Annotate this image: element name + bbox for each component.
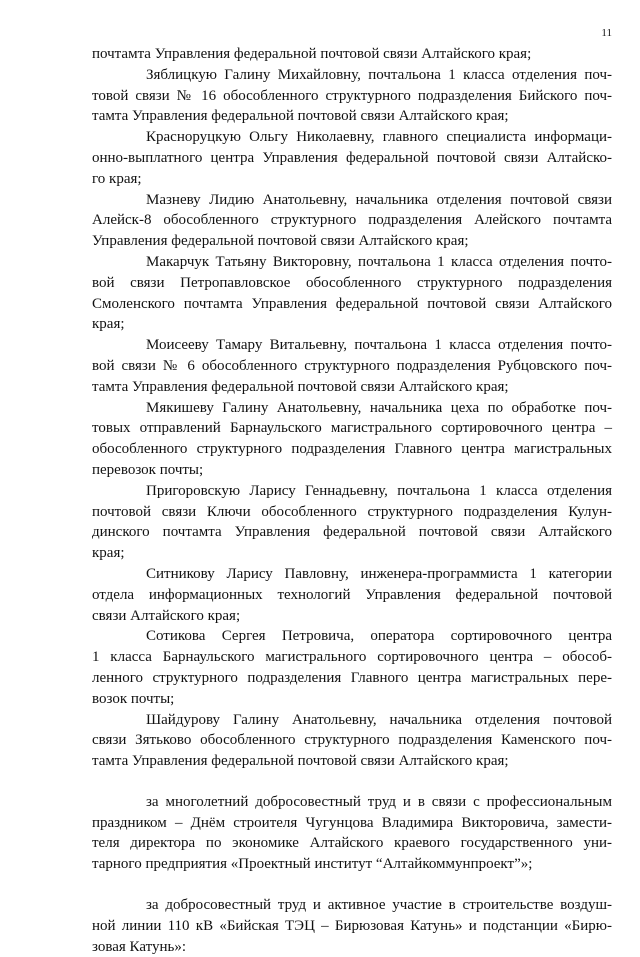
text-line: за многолетний добросовестный труд и в связи с профессиональным [146,793,612,810]
text-line: Управления федеральной почтовой связи Алтайского края; [92,233,469,250]
paragraph-krasnorutskaya [92,127,612,189]
document-body [92,44,612,957]
text-line: Алейск-8 обособленного структурного подразделения Алейского почтамта [92,212,612,229]
text-line: Шайдурову Галину Анатольевну, начальника отделения почтовой [146,711,612,728]
paragraph-makarchuk [92,252,612,335]
text-line: ной линии 110 кВ «Бийская ТЭЦ – Бирюзовая Катунь» и подстанции «Бирю- [92,917,612,934]
text-line: праздником – Днём строителя Чугунцова Владимира Викторовича, замести- [92,814,612,831]
text-line: тамта Управления федеральной почтовой связи Алтайского края; [92,108,509,125]
text-line: возок почты; [92,690,175,707]
text-line: тамта Управления федеральной почтовой связи Алтайского края; [92,378,509,395]
text-line: теля директора по экономике Алтайского краевого государственного уни- [92,835,612,852]
paragraph-sotikov [92,626,612,709]
paragraph-spacer [92,772,612,792]
text-line: Сотикова Сергея Петровича, оператора сортировочного центра [146,628,612,645]
text-line: Зяблицкую Галину Михайловну, почтальона 1 класса отделения поч- [146,66,612,83]
text-line: Ситникову Ларису Павловну, инженера-программиста 1 категории [146,565,612,582]
paragraph-mazneva [92,190,612,252]
text-line: ленного структурного подразделения Главного центра магистральных пере- [92,669,612,686]
text-line: Мякишеву Галину Анатольевну, начальника цеха по обработке поч- [146,399,612,416]
paragraph-sitnikova [92,564,612,626]
text-line: вой связи Петропавловское обособленного структурного подразделения [92,274,612,291]
page-number: 11 [601,27,612,39]
text-line: края; [92,545,125,562]
text-line: почтамта Управления федеральной почтовой связи Алтайского края; [92,46,532,62]
text-line: тарного предприятия «Проектный институт “Алтайкоммунпроект”»; [92,856,533,873]
paragraph-prigorovskaya [92,481,612,564]
text-line: Пригоровскую Ларису Геннадьевну, почтальона 1 класса отделения [146,482,612,499]
paragraph-spacer [92,875,612,895]
text-line: зовая Катунь»: [92,938,186,955]
text-line: вой связи № 6 обособленного структурного подразделения Рубцовского поч- [92,357,612,374]
paragraph-myakisheva [92,398,612,481]
text-line: Мазневу Лидию Анатольевну, начальника отделения почтовой связи [146,191,612,208]
text-line: связи Алтайского края; [92,607,241,624]
text-line: тамта Управления федеральной почтовой связи Алтайского края; [92,753,509,770]
text-line: связи Зятьково обособленного структурного подразделения Каменского поч- [92,732,612,749]
text-line: перевозок почты; [92,461,204,478]
paragraph-award-builders-day [92,792,612,875]
text-line: товой связи № 16 обособленного структурного подразделения Бийского поч- [92,87,612,104]
paragraph-shaydurova [92,710,612,772]
text-line: го края; [92,170,142,187]
text-line: почтовой связи Ключи обособленного структурного подразделения Кулун- [92,503,612,520]
paragraph-moiseeva [92,335,612,397]
text-line: за добросовестный труд и активное участие в строительстве воздуш- [146,897,612,914]
text-line: Смоленского почтамта Управления федеральной почтовой связи Алтайского [92,295,612,312]
text-line: товых отправлений Барнаульского магистрального сортировочного центра – [92,420,612,437]
text-line: онно-выплатного центра Управления федеральной почтовой связи Алтайско- [92,149,612,166]
text-line: Макарчук Татьяну Викторовну, почтальона 1 класса отделения почто- [146,253,612,270]
paragraph-continuation [92,44,612,65]
text-line: отдела информационных технологий Управления федеральной почтовой [92,586,612,603]
text-line: Моисееву Тамару Витальевну, почтальона 1 класса отделения почто- [146,337,612,354]
text-line: 1 класса Барнаульского магистрального сортировочного центра – обособ- [92,649,612,666]
text-line: края; [92,316,125,333]
text-line: обособленного структурного подразделения Главного центра магистральных [92,441,612,458]
text-line: динского почтамта Управления федеральной почтовой связи Алтайского [92,524,612,541]
paragraph-award-power-line [92,895,612,957]
text-line: Красноруцкую Ольгу Николаевну, главного специалиста информаци- [146,129,612,146]
paragraph-zyablitskaya [92,65,612,127]
